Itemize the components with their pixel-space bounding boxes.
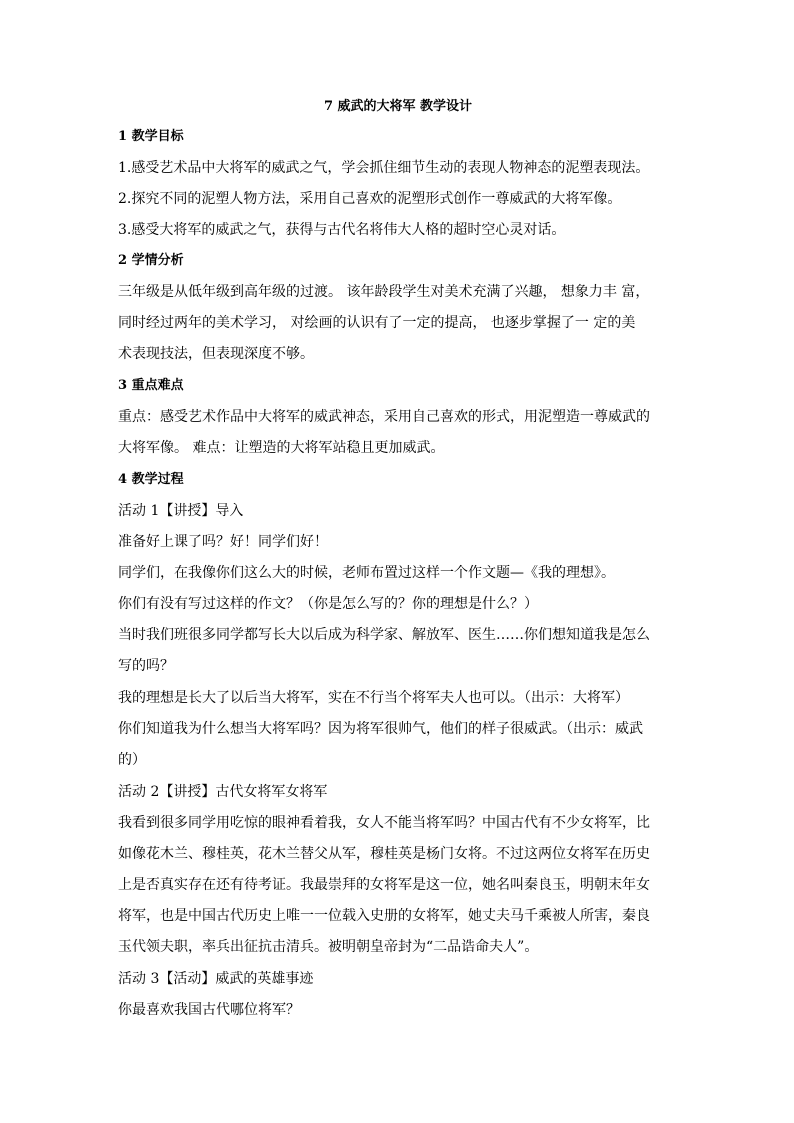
activity-1-title: 活动 1【讲授】导入 xyxy=(118,503,244,519)
paragraph-line: 三年级是从低年级到高年级的过渡。 该年龄段学生对美术充满了兴趣， 想象力丰 富， xyxy=(118,284,650,300)
activity-2-paragraph xyxy=(118,808,678,963)
activity-1-line: 你们有没有写过这样的作文？（你是怎么写的？你的理想是什么？） xyxy=(118,596,538,612)
goal-item-2: 2.探究不同的泥塑人物方法，采用自己喜欢的泥塑形式创作一尊威武的大将军像。 xyxy=(118,191,622,207)
activity-1-line: 同学们，在我像你们这么大的时候，老师布置过这样一个作文题—《我的理想》。 xyxy=(118,565,615,581)
heading-key-difficulties: 3 重点难点 xyxy=(118,378,184,393)
paragraph-line: 当时我们班很多同学都写长大以后成为科学家、解放军、医生……你们想知道我是怎么 xyxy=(118,627,650,643)
paragraph-line: 术表现技法，但表现深度不够。 xyxy=(118,346,314,362)
activity-1-line: 准备好上课了吗？好！同学们好！ xyxy=(118,534,328,550)
activity-3-line: 你最喜欢我国古代哪位将军？ xyxy=(118,1002,300,1018)
activity-1-paragraph xyxy=(118,620,678,682)
document-title: 7 威武的大将军 教学设计 xyxy=(323,99,473,114)
learner-analysis-paragraph xyxy=(118,277,678,370)
heading-teaching-process: 4 教学过程 xyxy=(118,472,184,487)
paragraph-line: 如像花木兰、穆桂英，花木兰替父从军，穆桂英是杨门女将。不过这两位女将军在历史 xyxy=(118,846,650,862)
paragraph-line: 我看到很多同学用吃惊的眼神看着我，女人不能当将军吗？中国古代有不少女将军，比 xyxy=(118,815,650,831)
paragraph-line: 玉代领夫职，率兵出征抗击清兵。被明朝皇帝封为“二品诰命夫人”。 xyxy=(118,939,539,955)
paragraph-line: 你们知道我为什么想当大将军吗？因为将军很帅气，他们的样子很威武。（出示：威武 xyxy=(118,721,643,737)
key-difficulties-paragraph xyxy=(118,402,678,464)
paragraph-line: 重点：感受艺术作品中大将军的威武神态，采用自己喜欢的形式，用泥塑造一尊威武的 xyxy=(118,409,650,425)
paragraph-line: 将军，也是中国古代历史上唯一一位载入史册的女将军，她丈夫马千乘被人所害，秦良 xyxy=(118,908,650,924)
activity-1-paragraph xyxy=(118,714,678,776)
heading-learner-analysis: 2 学情分析 xyxy=(118,253,184,268)
goal-item-3: 3.感受大将军的威武之气，获得与古代名将伟大人格的超时空心灵对话。 xyxy=(118,222,566,238)
paragraph-line: 大将军像。 难点：让塑造的大将军站稳且更加威武。 xyxy=(118,440,445,456)
paragraph-line: 写的吗？ xyxy=(118,658,174,674)
paragraph-line: 同时经过两年的美术学习， 对绘画的认识有了一定的提高， 也逐步掌握了一 定的美 xyxy=(118,315,636,331)
paragraph-line: 的） xyxy=(118,752,146,768)
activity-3-title: 活动 3【活动】威武的英雄事迹 xyxy=(118,971,314,987)
activity-1-line: 我的理想是长大了以后当大将军，实在不行当个将军夫人也可以。（出示：大将军） xyxy=(118,690,629,706)
heading-teaching-goals: 1 教学目标 xyxy=(118,129,184,144)
activity-2-title: 活动 2【讲授】古代女将军女将军 xyxy=(118,784,328,800)
paragraph-line: 上是否真实存在还有待考证。我最崇拜的女将军是这一位，她名叫秦良玉，明朝末年女 xyxy=(118,877,650,893)
goal-item-1: 1.感受艺术品中大将军的威武之气，学会抓住细节生动的表现人物神态的泥塑表现法。 xyxy=(118,160,650,176)
document-page xyxy=(118,98,678,1032)
